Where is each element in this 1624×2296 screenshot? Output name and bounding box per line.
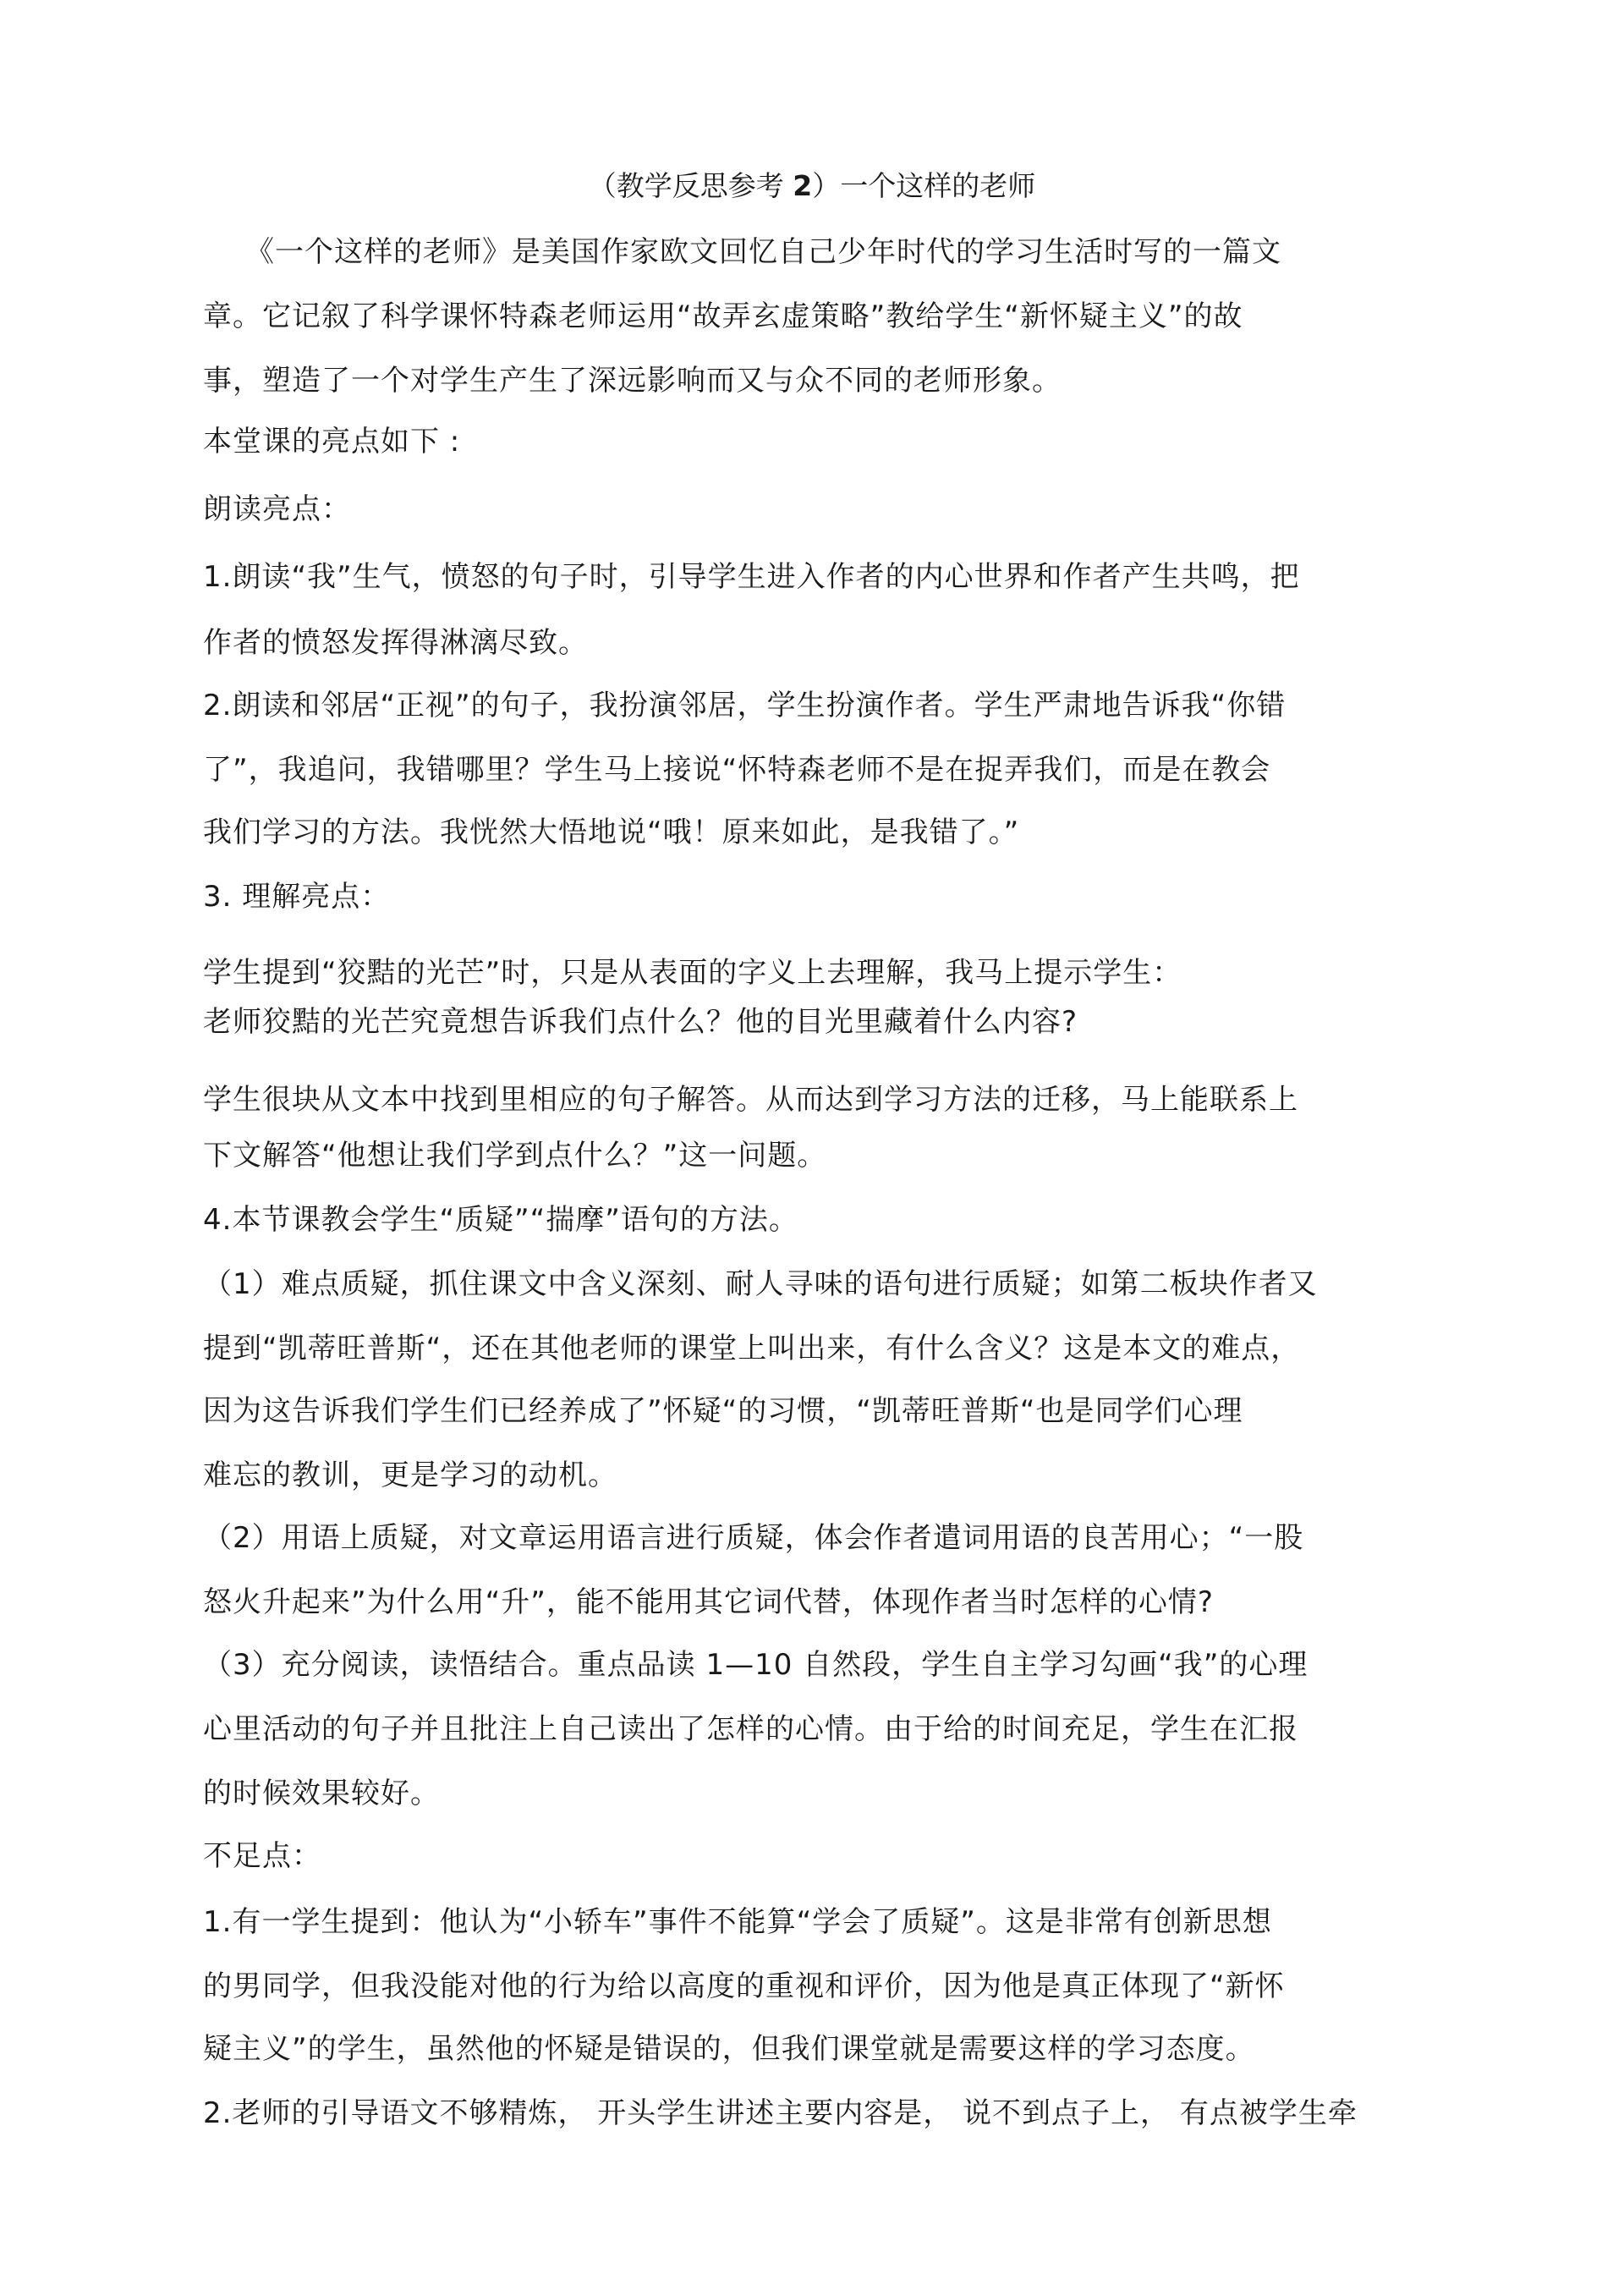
paragraph-line: 疑主义”的学生，虽然他的怀疑是错误的，但我们课堂就是需要这样的学习态度。 [203,2032,1255,2066]
paragraph-line: 本堂课的亮点如下 : [203,425,461,459]
page-title [0,169,1624,203]
paragraph-line: （1）难点质疑，抓住课文中含义深刻、耐人寻味的语句进行质疑；如第二板块作者又 [203,1267,1318,1301]
section-heading: 朗读亮点： [203,492,351,526]
paragraph-line: 我们学习的方法。我恍然大悟地说“哦！原来如此，是我错了。” [203,816,1020,849]
paragraph-line: 的男同学，但我没能对他的行为给以高度的重视和评价，因为他是真正体现了“新怀 [203,1969,1285,2003]
paragraph-line: 难忘的教训，更是学习的动机。 [203,1458,617,1492]
paragraph-line: 学生提到“狡黠的光芒”时，只是从表面的字义上去理解，我马上提示学生： [203,956,1182,990]
title-number: 2 [793,169,813,202]
paragraph-line: 了”，我追问，我错哪里？学生马上接说“怀特森老师不是在捉弄我们，而是在教会 [203,753,1271,787]
paragraph-line: 的时候效果较好。 [203,1777,440,1810]
section-heading: 3. 理解亮点： [203,880,391,914]
paragraph-line: 2.朗读和邻居“正视”的句子，我扮演邻居，学生扮演作者。学生严肃地告诉我“你错 [203,689,1287,722]
paragraph-line: 因为这告诉我们学生们已经养成了”怀疑“的习惯，“凯蒂旺普斯“也是同学们心理 [203,1394,1243,1428]
paragraph-line: 心里活动的句子并且批注上自己读出了怎样的心情。由于给的时间充足，学生在汇报 [203,1712,1298,1746]
title-suffix: ）一个这样的老师 [812,169,1036,202]
paragraph-line: 4.本节课教会学生“质疑”“揣摩”语句的方法。 [203,1203,798,1237]
paragraph-line: 章。它记叙了科学课怀特森老师运用“故弄玄虚策略”教给学生“新怀疑主义”的故 [203,299,1243,333]
section-heading: 不足点： [203,1839,321,1873]
paragraph-line: 2.老师的引导语文不够精炼， 开头学生讲述主要内容是， 说不到点子上， 有点被学生牵 [203,2096,1358,2130]
paragraph-line: 1.有一学生提到：他认为“小轿车”事件不能算“学会了质疑”。这是非常有创新思想 [203,1905,1272,1939]
paragraph-line: 1.朗读“我”生气，愤怒的句子时，引导学生进入作者的内心世界和作者产生共鸣，把 [203,560,1300,594]
paragraph-line: 事，塑造了一个对学生产生了深远影响而又与众不同的老师形象。 [203,364,1062,398]
paragraph-line: （2）用语上质疑，对文章运用语言进行质疑，体会作者遣词用语的良苦用心；“一股 [203,1521,1304,1555]
paragraph-line: 《一个这样的老师》是美国作家欧文回忆自己少年时代的学习生活时写的一篇文 [245,235,1281,269]
paragraph-line: 学生很块从文本中找到里相应的句子解答。从而达到学习方法的迁移，马上能联系上 [203,1083,1298,1117]
paragraph-line: 怒火升起来”为什么用“升”，能不能用其它词代替，体现作者当时怎样的心情? [203,1585,1214,1619]
paragraph-line: 提到“凯蒂旺普斯“，还在其他老师的课堂上叫出来，有什么含义？这是本文的难点， [203,1332,1301,1365]
paragraph-line: 老师狡黠的光芒究竟想告诉我们点什么？他的目光里藏着什么内容? [203,1005,1078,1039]
paragraph-line: 作者的愤怒发挥得淋漓尽致。 [203,626,588,660]
paragraph-line: 下文解答“他想让我们学到点什么？”这一问题。 [203,1139,827,1173]
paragraph-line: （3）充分阅读，读悟结合。重点品读 1—10 自然段，学生自主学习勾画“我”的心理 [203,1648,1309,1682]
title-prefix: （教学反思参考 [588,169,793,202]
